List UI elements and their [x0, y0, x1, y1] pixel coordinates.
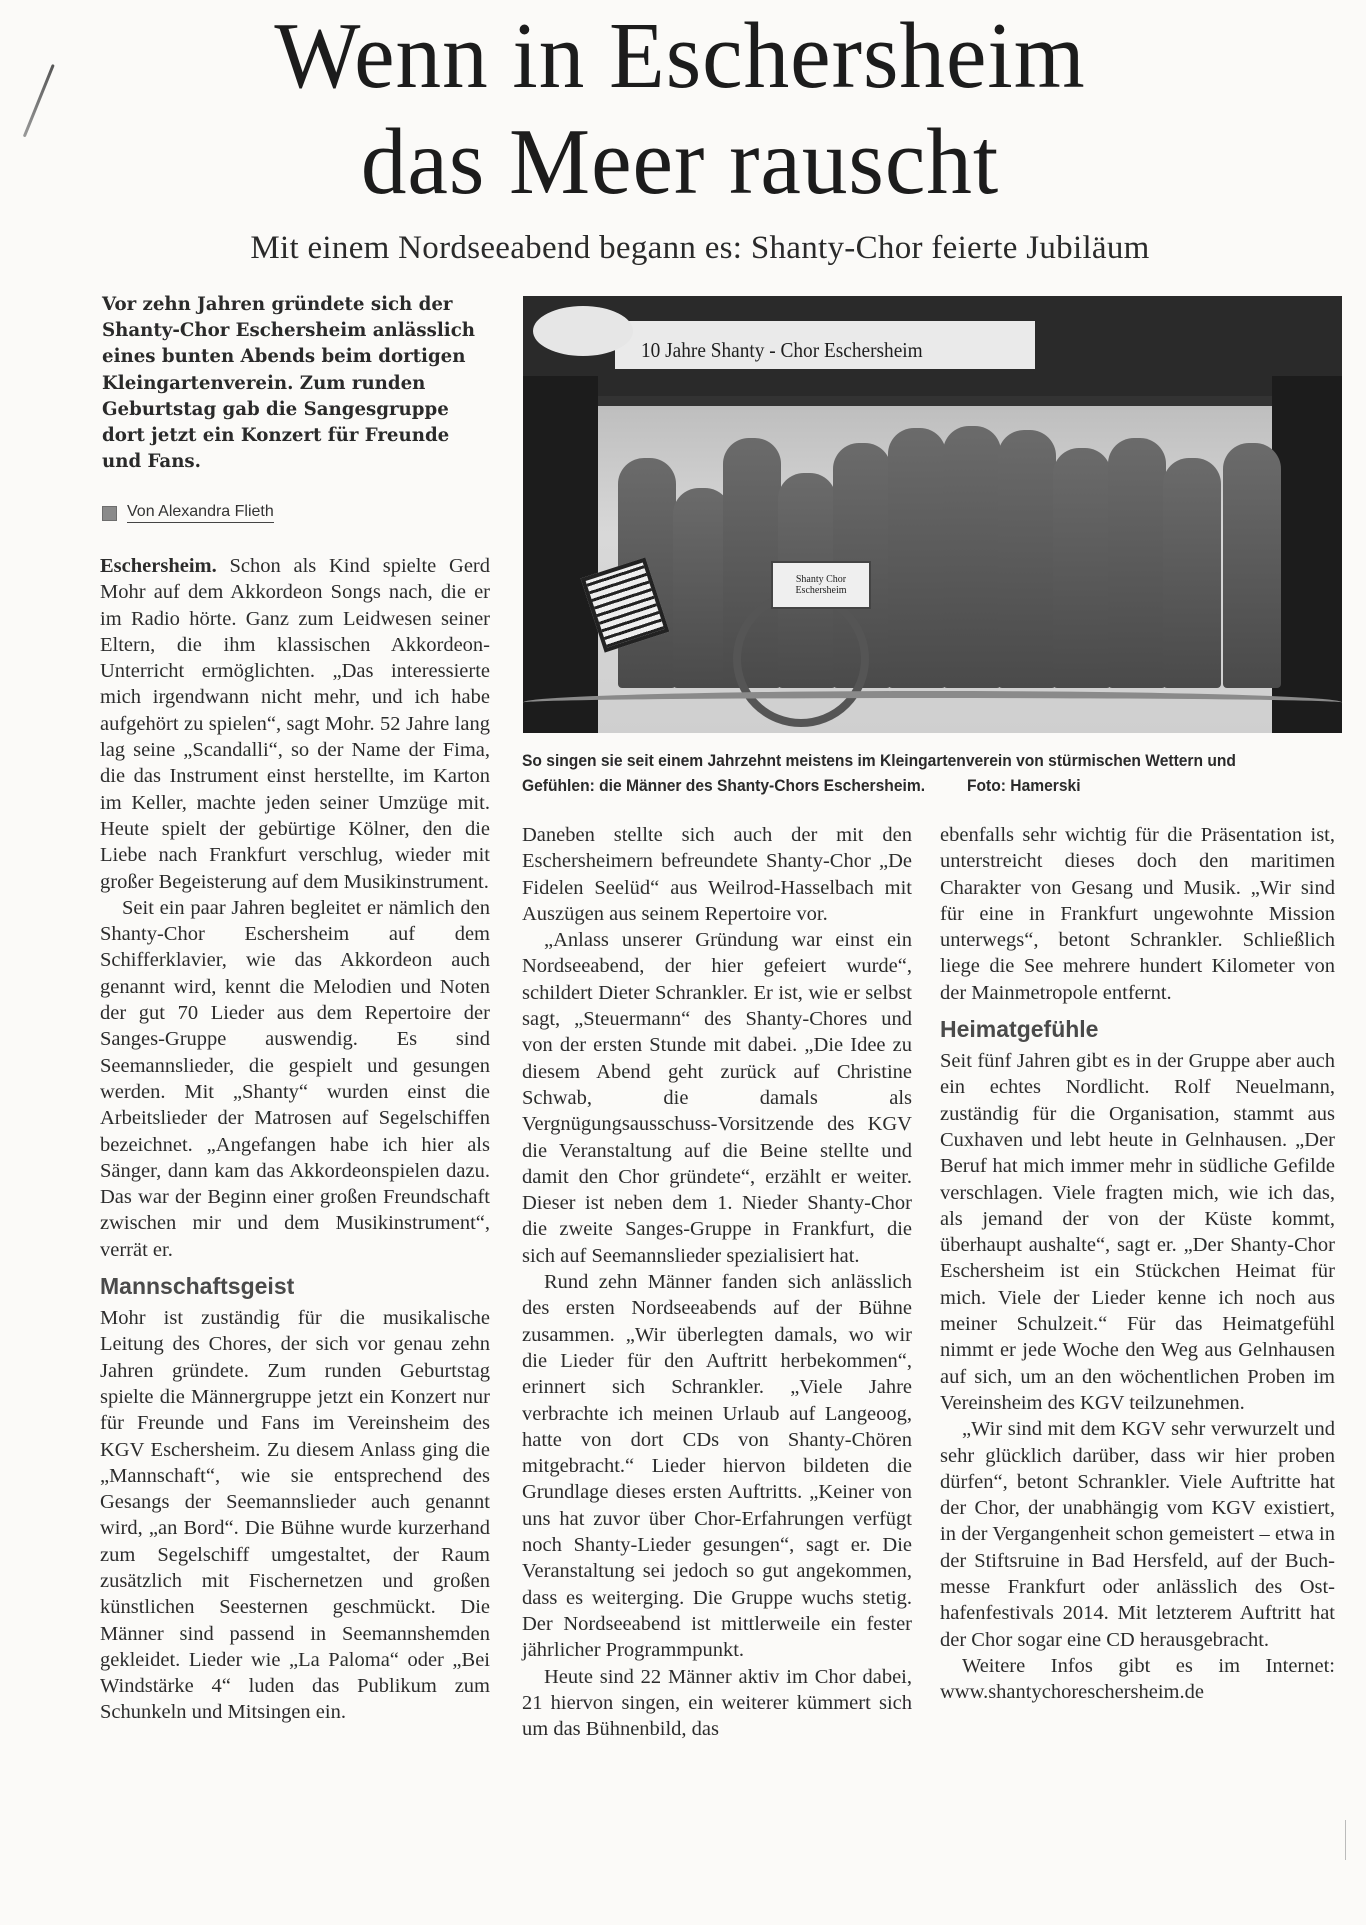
author-name: Von Alexandra Flieth [127, 503, 274, 523]
singer [943, 426, 1001, 688]
paragraph: Rund zehn Männer fanden sich anlässlich des ersten Nordseeabends auf der Bühne zusammen. „Wir überlegten damals, wo wir die Lieder für den Auftritt herbekommen“, erinnert sich Schrankler. „Viele Jahre verbrachte ich meinen Urlaub auf Langeoog, hatte von dort CDs von Shanty-Chören mitgebracht.“ Lieder hiervon bildeten die Grundlage dieses ersten Auftritts. „Keiner von uns hat zuvor über Chor-Erfahrungen verfügt noch Shanty-Lieder gesungen“, sagt er. Die Veranstaltung sei jedoch so gut angekommen, dass es weiterging. Die Gruppe wuchs stetig. Der Nordseeabend ist mittlerweile ein fester jährlicher Programmpunkt. [522, 1271, 912, 1662]
singer [1053, 448, 1111, 688]
singer [1223, 443, 1281, 688]
paragraph: Daneben stellte sich auch der mit den Eschersheimern befreundete Shanty-Chor „De Fidelen Seelüd“ aus Weilrod-Hasselbach mit Auszügen aus seinem Repertoire vor. [522, 824, 912, 925]
singer [998, 430, 1056, 688]
paragraph: Mohr ist zuständig für die musikalische Leitung des Chores, der sich vor genau zehn Jahren gründete. Zum runden Geburtstag spielte die Männergruppe jetzt ein Konzert nur für Freunde und Fans im Vereinsheim des KGV Eschersheim. Zu diesem Anlass ging die „Mannschaft“, wie sie entsprechend des Gesangs der Seemannslieder auch genannt wird, „an Bord“. Die Bühne wurde kurzerhand zum Segelschiff umgestaltet, der Raum zusätzlich mit Fischernetzen und großen künstlichen Seesternen geschmückt. Die Männer sind passend in Seemannshemden gekleidet. Lieder wie „La Paloma“ oder „Bei Windstärke 4“ luden das Publikum zum Schunkeln und Mitsingen ein. [100, 1307, 490, 1724]
paragraph: „Wir sind mit dem KGV sehr verwurzelt und sehr glücklich darüber, dass wir hier proben dürfen“, betont Schrankler. Viele Auftritte hat der Chor, der unabhängig vom KGV existiert, in der Vergangenheit schon gemeistert – etwa in der Stiftsruine in Bad Hersfeld, auf der Buchmesse Frankfurt oder anlässlich des Osthafenfestivals 2014. Mit letzterem Auftritt hat der Chor sogar eine CD herausgebracht. [940, 1418, 1335, 1651]
headline-line-2: das Meer rauscht [360, 110, 1000, 214]
byline [102, 502, 274, 524]
curtain-left [523, 376, 598, 733]
dateline: Eschersheim. [100, 555, 217, 577]
byline-square-icon [102, 506, 117, 521]
paragraph [100, 553, 490, 895]
choir-photo [523, 296, 1342, 733]
singer [1163, 458, 1221, 688]
headline-line-1: Wenn in Eschersheim [274, 4, 1086, 108]
paragraph: Weitere Infos gibt es im Internet: www.shantychoreschersheim.de [940, 1654, 1335, 1704]
rope [523, 691, 1342, 714]
scan-edge-line [1345, 1820, 1346, 1860]
caption-text: So singen sie seit einem Jahrzehnt meistens im Kleingartenverein von stürmischen Wettern und Gefühlen: die Männer des Shanty-Chors Eschersheim. [522, 751, 1236, 795]
subtitle: Mit einem Nordseeabend begann es: Shanty-Chor feierte Jubiläum [250, 230, 1150, 266]
column-left [100, 553, 490, 1726]
choir-sign: Shanty Chor Eschersheim [771, 561, 871, 609]
paragraph: „Anlass unserer Gründung war einst ein Nordseeabend, der hier gefeiert wurde“, schildert Dieter Schrankler. Er ist, wie er selbst sagt, „Steuermann“ des Shanty-Chores und von der ersten Stunde mit dabei. „Die Idee zu diesem Abend geht zurück auf Christine Schwab, die damals als Vergnügungsausschuss-Vorsitzende des KGV die Veranstaltung auf die Beine stellte und damit den Chor gründete“, erzählt er weiter. Dieser ist neben dem 1. Nieder Shanty-Chor die zweite Sanges-Gruppe in Frankfurt, die sich auf Seemannslieder spezialisiert hat. [522, 929, 912, 1267]
lead-paragraph: Vor zehn Jahren gründete sich der Shanty-Chor Eschersheim anlässlich eines bunten Abends beim dortigen Kleingartenverein. Zum runden Geburtstag gab die Sangesgruppe dort jetzt ein Konzert für Freunde und Fans. [102, 294, 475, 473]
paragraph: Seit fünf Jahren gibt es in der Gruppe aber auch ein echtes Nordlicht. Rolf Neuelmann, zuständig für die Organisation, stammt aus Cuxhaven und lebt heute in Gelnhausen. „Der Beruf hat mich immer mehr in südliche Gefilde verschlagen. Viele fragten mich, wie ich das, als jemand der von der Küste kommt, überhaupt aushalte“, sagt er. „Der Shanty-Chor Eschersheim ist ein Stückchen Heimat für mich. Viele der Lieder kenne ich noch aus meiner Schulzeit.“ Für das Heimatgefühl nimmt er jede Woche den Weg aus Gelnhausen auf sich, um an den wöchentlichen Proben im Vereinsheim des KGV teilzunehmen. [940, 1050, 1335, 1414]
subhead-heimatgefuehle: Heimatgefühle [940, 1016, 1099, 1043]
curtain-right [1272, 376, 1342, 733]
paragraph: Heute sind 22 Männer aktiv im Chor dabei, 21 hiervon singen, ein weiterer kümmert sich um das Bühnenbild, das [522, 1665, 912, 1741]
photo-caption [522, 748, 1288, 798]
paragraph-text: Schon als Kind spielte Gerd Mohr auf dem Akkordeon Songs nach, die er im Radio hörte. Ganz zum Leidwesen seiner Eltern, die ihm klassischen Akkordeon-Unterricht ermöglichten. „Das interessierte mich irgendwann nicht mehr, und ich habe aufgehört zu spielen“, sagt Mohr. 52 Jahre lang lag seine „Scandalli“, so der Name der Fima, die das Instrument einst herstellte, im Karton im Keller, machte jeden seiner Umzüge mit. Heute spielt der gebürtige Kölner, den die Liebe nach Frankfurt verschlug, wieder mit großer Begeisterung auf dem Musikinstrument. [100, 555, 490, 893]
singer [888, 428, 946, 688]
singer [1108, 438, 1166, 688]
stage-beam [583, 396, 1283, 406]
lamp [533, 306, 633, 356]
pen-mark [23, 64, 55, 137]
subhead-mannschaftsgeist: Mannschaftsgeist [100, 1273, 295, 1300]
photo-credit: Foto: Hamerski [967, 776, 1081, 795]
paragraph: Seit ein paar Jahren begleitet er nämlich den Shanty-Chor Eschersheim auf dem Schifferklavier, wie das Akkordeon auch genannt wird, kennt die Melodien und Noten der gut 70 Lieder aus dem Repertoire der Sanges-Gruppe auswendig. Es sind Seemannslieder, die gespielt und gesungen werden. Mit „Shanty“ wurden einst die Arbeitslieder der Matrosen auf Segelschiffen bezeichnet. „Angefangen habe ich hier als Sänger, dann kam das Akkordeonspielen dazu. Das war der Beginn einer großen Freundschaft zwischen mir und dem Musikinstrument“, verrät er. [100, 896, 490, 1261]
banner-text: 10 Jahre Shanty - Chor Eschersheim [641, 338, 923, 362]
column-right [940, 822, 1335, 1706]
paragraph: ebenfalls sehr wichtig für die Präsentation ist, unterstreicht dieses doch den maritimen Charakter von Gesang und Musik. „Wir sind für eine in Frankfurt ungewohnte Mission unterwegs“, betont Schrankler. Schließlich liege die See mehrere hundert Kilometer von der Mainmetropole entfernt. [940, 824, 1335, 1004]
column-middle [522, 822, 912, 1742]
